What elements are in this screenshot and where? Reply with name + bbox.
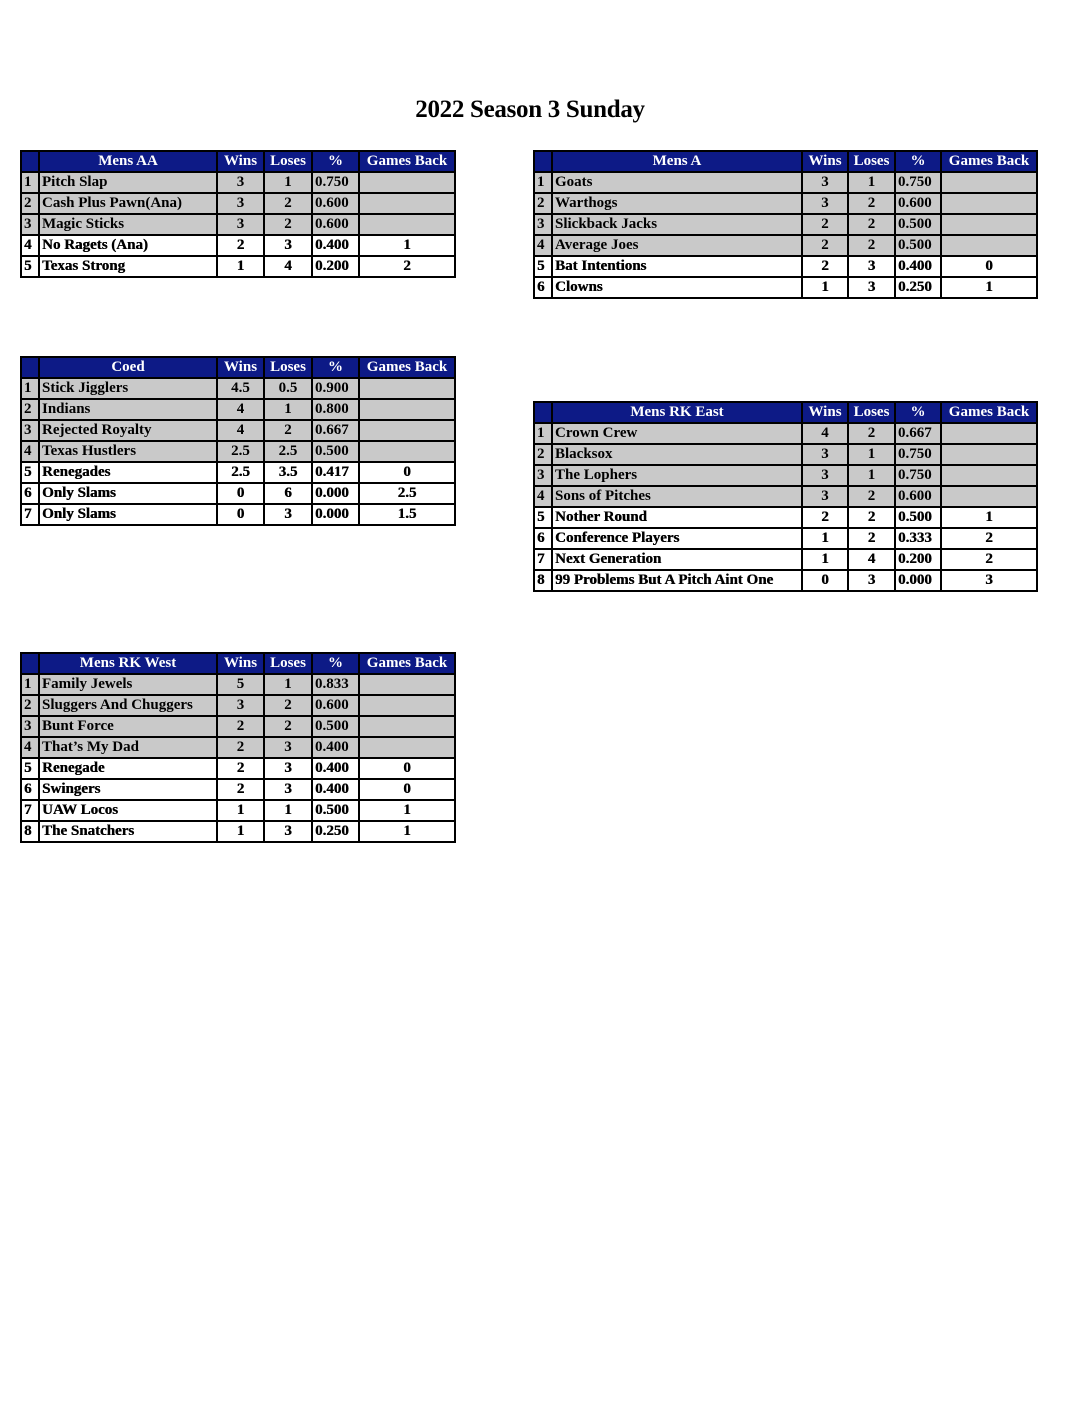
loses-cell: 1 [264,399,312,420]
games-back-cell [941,444,1037,465]
team-name-cell: Clowns [552,277,802,298]
rank-header [534,151,552,172]
loses-cell: 0.5 [264,378,312,399]
rank-cell: 6 [534,528,552,549]
rank-cell: 5 [534,507,552,528]
games-back-cell [941,465,1037,486]
table-row [534,486,1037,507]
table-header-row [21,357,455,378]
wins-cell: 1 [217,800,264,821]
rank-cell: 1 [21,378,39,399]
loses-cell: 3 [264,504,312,525]
team-name-cell: Rejected Royalty [39,420,217,441]
pct-cell: 0.600 [895,486,941,507]
games-back-cell: 3 [941,570,1037,591]
games-back-cell: 2 [941,549,1037,570]
table-row [21,779,455,800]
loses-cell: 2.5 [264,441,312,462]
rank-cell: 5 [21,462,39,483]
pct-cell: 0.000 [312,483,359,504]
table-header-row [534,151,1037,172]
pct-cell: 0.000 [895,570,941,591]
division-name: Mens AA [39,151,217,172]
rank-header [534,402,552,423]
team-name-cell: Bat Intentions [552,256,802,277]
rank-cell: 7 [21,504,39,525]
team-name-cell: Goats [552,172,802,193]
games-back-cell [359,378,455,399]
games-back-header: Games Back [359,151,455,172]
table-row [534,277,1037,298]
rank-cell: 8 [534,570,552,591]
loses-cell: 3 [264,779,312,800]
team-name-cell: Conference Players [552,528,802,549]
table-row [21,716,455,737]
games-back-cell [359,441,455,462]
table-row [21,758,455,779]
table-row [534,214,1037,235]
loses-cell: 1 [848,465,895,486]
pct-cell: 0.600 [312,193,359,214]
table-row [21,172,455,193]
pct-cell: 0.500 [312,716,359,737]
pct-header: % [895,151,941,172]
table-row [21,483,455,504]
wins-cell: 2 [802,507,848,528]
games-back-cell [359,674,455,695]
loses-cell: 3 [848,277,895,298]
pct-cell: 0.800 [312,399,359,420]
rank-cell: 7 [534,549,552,570]
loses-cell: 3 [264,737,312,758]
wins-header: Wins [802,151,848,172]
rank-cell: 2 [534,193,552,214]
games-back-cell: 0 [359,758,455,779]
team-name-cell: Renegades [39,462,217,483]
games-back-header: Games Back [941,402,1037,423]
wins-cell: 2 [802,235,848,256]
wins-cell: 3 [802,172,848,193]
team-name-cell: That’s My Dad [39,737,217,758]
pct-cell: 0.417 [312,462,359,483]
rank-cell: 2 [534,444,552,465]
wins-cell: 3 [217,695,264,716]
rank-cell: 4 [21,235,39,256]
table-row [21,378,455,399]
rank-cell: 3 [534,465,552,486]
rank-cell: 6 [21,779,39,800]
games-back-cell [359,716,455,737]
team-name-cell: Slickback Jacks [552,214,802,235]
games-back-cell: 0 [359,779,455,800]
games-back-cell [359,695,455,716]
pct-cell: 0.250 [312,821,359,842]
games-back-header: Games Back [359,357,455,378]
wins-cell: 4 [217,420,264,441]
team-name-cell: Texas Strong [39,256,217,277]
pct-cell: 0.750 [895,465,941,486]
games-back-cell [359,214,455,235]
wins-cell: 3 [802,465,848,486]
games-back-header: Games Back [359,653,455,674]
table-row [534,172,1037,193]
team-name-cell: Texas Hustlers [39,441,217,462]
pct-cell: 0.400 [312,779,359,800]
rank-cell: 8 [21,821,39,842]
wins-cell: 1 [802,277,848,298]
loses-header: Loses [264,357,312,378]
table-header-row [21,653,455,674]
team-name-cell: Only Slams [39,483,217,504]
rank-cell: 4 [534,486,552,507]
loses-cell: 3 [264,758,312,779]
wins-cell: 2 [802,256,848,277]
team-name-cell: Warthogs [552,193,802,214]
loses-cell: 3 [848,256,895,277]
loses-cell: 2 [848,235,895,256]
rank-cell: 6 [21,483,39,504]
games-back-cell: 1 [941,277,1037,298]
wins-cell: 2.5 [217,441,264,462]
pct-cell: 0.333 [895,528,941,549]
wins-cell: 4 [217,399,264,420]
games-back-cell [941,235,1037,256]
wins-cell: 3 [217,193,264,214]
division-name: Mens A [552,151,802,172]
rank-cell: 1 [534,172,552,193]
loses-header: Loses [848,151,895,172]
division-name: Mens RK East [552,402,802,423]
games-back-cell [941,193,1037,214]
wins-cell: 2 [217,737,264,758]
mens-a-standings-table [533,150,1038,299]
rank-cell: 3 [21,214,39,235]
table-row [21,193,455,214]
team-name-cell: The Snatchers [39,821,217,842]
loses-cell: 2 [848,486,895,507]
games-back-cell: 2 [359,256,455,277]
table-row [21,821,455,842]
pct-cell: 0.400 [895,256,941,277]
games-back-cell: 2 [941,528,1037,549]
team-name-cell: Swingers [39,779,217,800]
pct-cell: 0.833 [312,674,359,695]
rank-cell: 3 [534,214,552,235]
table-header-row [534,402,1037,423]
team-name-cell: No Ragets (Ana) [39,235,217,256]
rank-header [21,357,39,378]
loses-cell: 3 [848,570,895,591]
rank-cell: 4 [534,235,552,256]
loses-cell: 3 [264,821,312,842]
rank-cell: 5 [21,256,39,277]
loses-header: Loses [848,402,895,423]
mens-aa-standings-table [20,150,456,278]
team-name-cell: Cash Plus Pawn(Ana) [39,193,217,214]
rank-header [21,151,39,172]
team-name-cell: Next Generation [552,549,802,570]
wins-cell: 3 [217,214,264,235]
rank-cell: 1 [534,423,552,444]
wins-cell: 2 [217,758,264,779]
table-row [534,235,1037,256]
table-row [21,737,455,758]
table-row [21,674,455,695]
pct-cell: 0.667 [895,423,941,444]
pct-cell: 0.200 [312,256,359,277]
table-row [21,441,455,462]
table-row [534,256,1037,277]
loses-cell: 1 [264,800,312,821]
division-name: Coed [39,357,217,378]
table-row [21,214,455,235]
wins-cell: 3 [217,172,264,193]
team-name-cell: Nother Round [552,507,802,528]
wins-cell: 3 [802,193,848,214]
team-name-cell: UAW Locos [39,800,217,821]
table-row [21,420,455,441]
pct-cell: 0.000 [312,504,359,525]
pct-cell: 0.750 [312,172,359,193]
coed-standings-table [20,356,456,526]
team-name-cell: Renegade [39,758,217,779]
table-row [534,507,1037,528]
games-back-cell [359,193,455,214]
pct-cell: 0.750 [895,172,941,193]
loses-cell: 2 [848,507,895,528]
table-row [21,462,455,483]
wins-header: Wins [802,402,848,423]
pct-cell: 0.500 [895,214,941,235]
team-name-cell: Blacksox [552,444,802,465]
pct-cell: 0.500 [895,235,941,256]
rank-cell: 5 [21,758,39,779]
games-back-cell [941,423,1037,444]
loses-cell: 2 [264,695,312,716]
games-back-cell: 1 [941,507,1037,528]
games-back-cell [941,486,1037,507]
team-name-cell: Magic Sticks [39,214,217,235]
rank-cell: 2 [21,399,39,420]
pct-cell: 0.900 [312,378,359,399]
loses-cell: 2 [264,716,312,737]
wins-cell: 1 [802,528,848,549]
wins-cell: 2.5 [217,462,264,483]
pct-cell: 0.400 [312,737,359,758]
division-name: Mens RK West [39,653,217,674]
table-row [534,528,1037,549]
games-back-cell [941,214,1037,235]
loses-cell: 6 [264,483,312,504]
loses-cell: 2 [264,193,312,214]
wins-header: Wins [217,653,264,674]
wins-cell: 1 [217,256,264,277]
team-name-cell: Indians [39,399,217,420]
loses-cell: 2 [848,214,895,235]
table-row [21,800,455,821]
wins-cell: 3 [802,444,848,465]
rank-cell: 2 [21,193,39,214]
pct-cell: 0.667 [312,420,359,441]
rank-cell: 5 [534,256,552,277]
wins-cell: 1 [802,549,848,570]
team-name-cell: Only Slams [39,504,217,525]
table-row [534,193,1037,214]
games-back-cell: 1 [359,821,455,842]
team-name-cell: Crown Crew [552,423,802,444]
loses-cell: 2 [848,528,895,549]
wins-header: Wins [217,357,264,378]
pct-cell: 0.400 [312,235,359,256]
team-name-cell: Average Joes [552,235,802,256]
games-back-cell: 1 [359,800,455,821]
table-row [534,423,1037,444]
mens-rk-east-standings-table [533,401,1038,592]
loses-cell: 1 [264,674,312,695]
wins-cell: 1 [217,821,264,842]
wins-cell: 2 [217,779,264,800]
wins-cell: 3 [802,486,848,507]
loses-cell: 1 [848,172,895,193]
team-name-cell: Family Jewels [39,674,217,695]
team-name-cell: Bunt Force [39,716,217,737]
rank-cell: 4 [21,441,39,462]
rank-cell: 7 [21,800,39,821]
table-row [21,399,455,420]
pct-cell: 0.600 [895,193,941,214]
team-name-cell: Pitch Slap [39,172,217,193]
pct-cell: 0.200 [895,549,941,570]
pct-cell: 0.600 [312,214,359,235]
wins-cell: 4 [802,423,848,444]
games-back-cell: 0 [941,256,1037,277]
pct-header: % [312,357,359,378]
games-back-cell [359,399,455,420]
loses-cell: 2 [848,423,895,444]
pct-cell: 0.600 [312,695,359,716]
team-name-cell: 99 Problems But A Pitch Aint One [552,570,802,591]
team-name-cell: Sluggers And Chuggers [39,695,217,716]
pct-header: % [312,151,359,172]
loses-cell: 3.5 [264,462,312,483]
rank-cell: 1 [21,172,39,193]
loses-cell: 2 [848,193,895,214]
games-back-cell: 1 [359,235,455,256]
games-back-cell [359,172,455,193]
loses-cell: 2 [264,214,312,235]
wins-cell: 5 [217,674,264,695]
games-back-cell: 0 [359,462,455,483]
pct-cell: 0.400 [312,758,359,779]
loses-cell: 4 [264,256,312,277]
mens-rk-west-standings-table [20,652,456,843]
table-row [21,695,455,716]
games-back-header: Games Back [941,151,1037,172]
table-row [534,549,1037,570]
rank-cell: 2 [21,695,39,716]
wins-cell: 4.5 [217,378,264,399]
page-title: 2022 Season 3 Sunday [415,96,645,123]
games-back-cell [359,420,455,441]
pct-header: % [895,402,941,423]
wins-header: Wins [217,151,264,172]
rank-cell: 3 [21,420,39,441]
wins-cell: 2 [217,235,264,256]
loses-cell: 3 [264,235,312,256]
wins-cell: 2 [217,716,264,737]
loses-cell: 1 [264,172,312,193]
loses-header: Loses [264,653,312,674]
wins-cell: 0 [217,483,264,504]
wins-cell: 0 [217,504,264,525]
team-name-cell: The Lophers [552,465,802,486]
table-header-row [21,151,455,172]
loses-header: Loses [264,151,312,172]
rank-cell: 4 [21,737,39,758]
pct-header: % [312,653,359,674]
team-name-cell: Stick Jigglers [39,378,217,399]
loses-cell: 1 [848,444,895,465]
rank-cell: 3 [21,716,39,737]
rank-cell: 1 [21,674,39,695]
games-back-cell [359,737,455,758]
table-row [21,504,455,525]
table-row [534,444,1037,465]
table-row [21,235,455,256]
games-back-cell: 2.5 [359,483,455,504]
pct-cell: 0.750 [895,444,941,465]
pct-cell: 0.500 [895,507,941,528]
games-back-cell [941,172,1037,193]
pct-cell: 0.250 [895,277,941,298]
table-row [21,256,455,277]
rank-cell: 6 [534,277,552,298]
table-row [534,465,1037,486]
wins-cell: 2 [802,214,848,235]
wins-cell: 0 [802,570,848,591]
table-row [534,570,1037,591]
loses-cell: 2 [264,420,312,441]
pct-cell: 0.500 [312,441,359,462]
pct-cell: 0.500 [312,800,359,821]
games-back-cell: 1.5 [359,504,455,525]
loses-cell: 4 [848,549,895,570]
team-name-cell: Sons of Pitches [552,486,802,507]
rank-header [21,653,39,674]
